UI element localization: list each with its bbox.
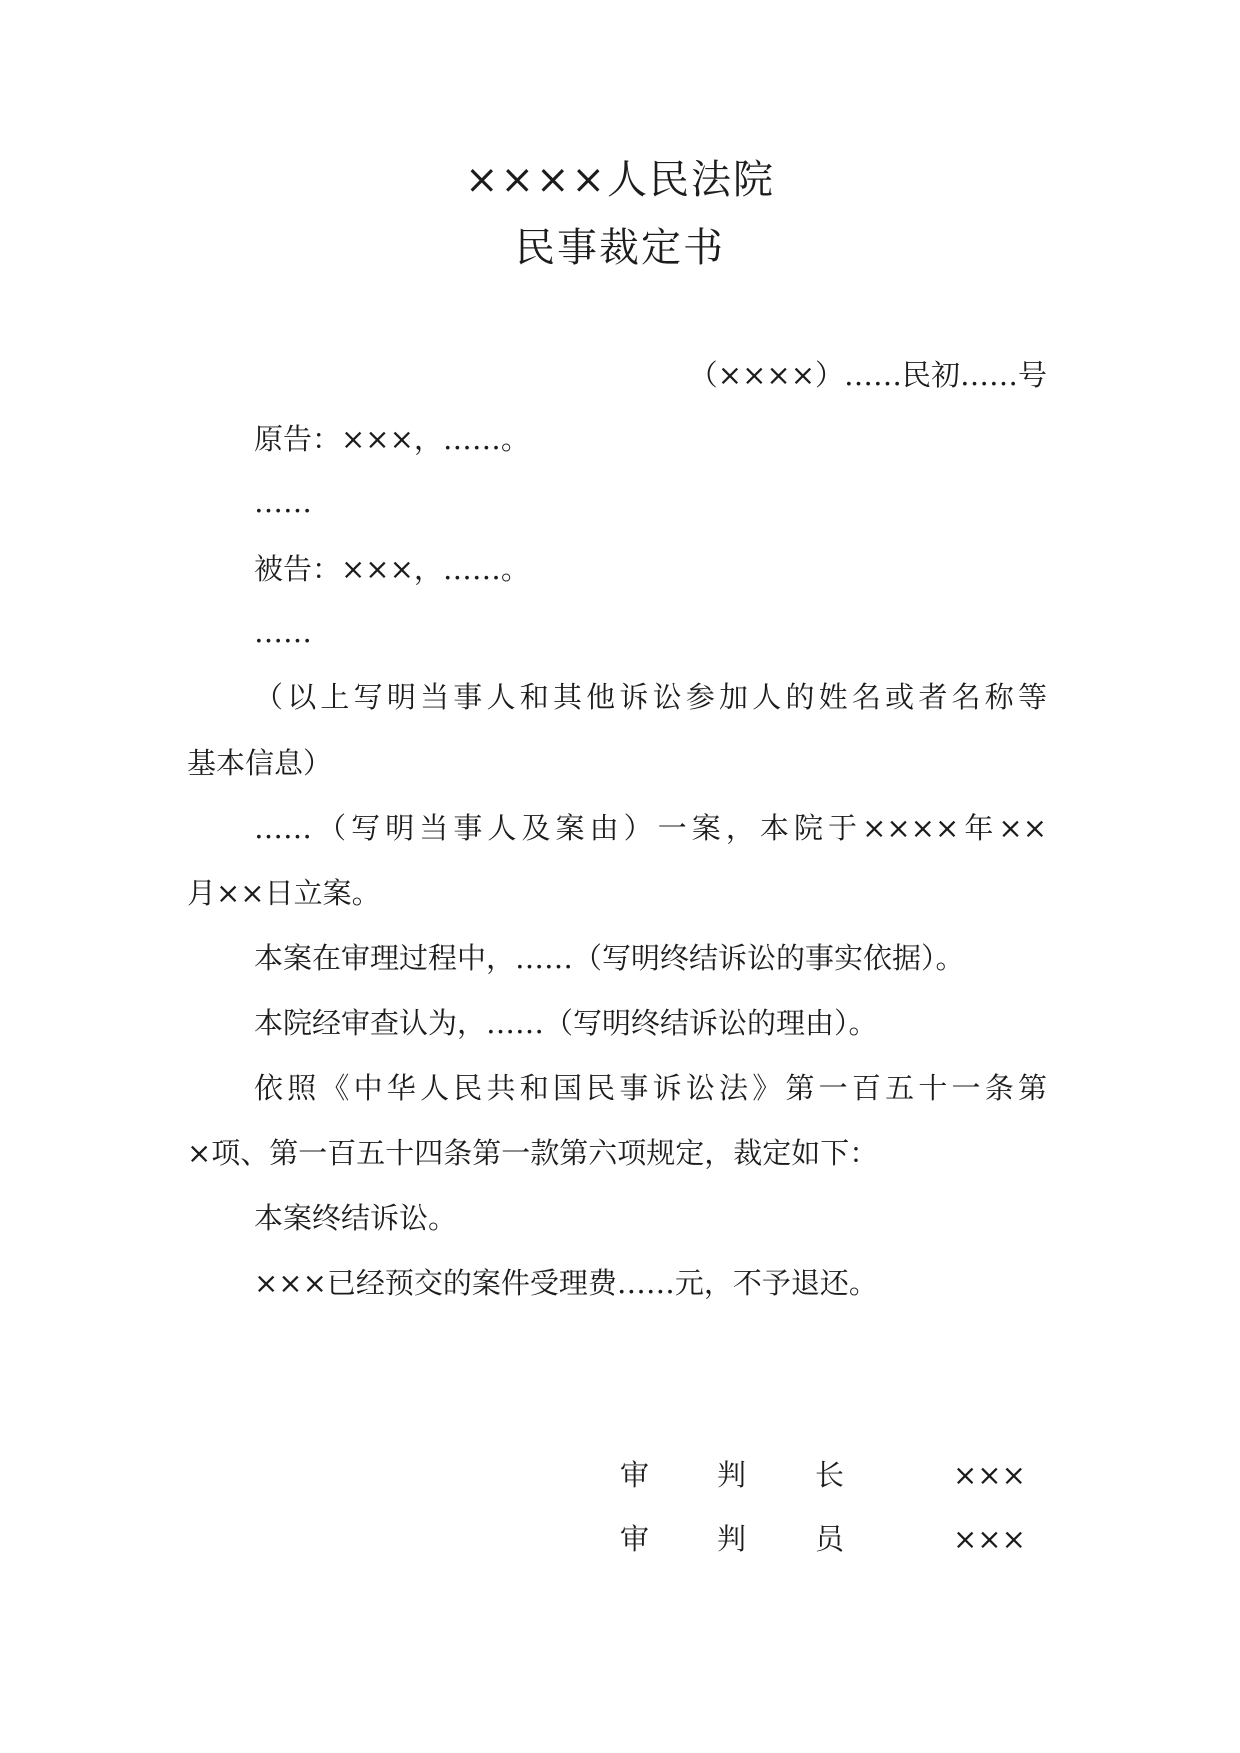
signature-title-char: 判 [717, 1458, 747, 1492]
signature-title-char: 员 [815, 1522, 845, 1556]
plaintiff-ellipsis: …… [254, 485, 312, 519]
defendant-line: 被告：×××，……。 [254, 552, 530, 586]
signature-title-char: 审 [620, 1458, 650, 1492]
note-line-2: 基本信息） [187, 746, 333, 780]
legal-basis-line-1: 依照《中华人民共和国民事诉讼法》第一百五十一条第 [254, 1071, 1047, 1105]
signature-title-char: 长 [815, 1458, 845, 1492]
legal-basis-line-2: ×项、第一百五十四条第一款第六项规定，裁定如下： [187, 1136, 879, 1170]
plaintiff-line: 原告：×××，……。 [254, 422, 530, 456]
document-type: 民事裁定书 [515, 225, 725, 271]
signature-row-presiding-judge [0, 1458, 1240, 1492]
signature-title-char: 判 [717, 1522, 747, 1556]
facts-paragraph: 本案在审理过程中，……（写明终结诉讼的事实依据）。 [254, 941, 965, 975]
defendant-ellipsis: …… [254, 615, 312, 649]
ruling-paragraph: 本案终结诉讼。 [254, 1201, 458, 1235]
court-name: ××××人民法院 [464, 157, 776, 203]
filing-line-1: ……（写明当事人及案由）一案，本院于××××年×× [254, 811, 1047, 845]
signature-title-char: 审 [620, 1522, 650, 1556]
reason-paragraph: 本院经审查认为，……（写明终结诉讼的理由）。 [254, 1006, 878, 1040]
case-number: （××××）……民初……号 [688, 358, 1047, 392]
note-line-1: （以上写明当事人和其他诉讼参加人的姓名或者名称等 [254, 680, 1047, 714]
signature-row-judge [0, 1522, 1240, 1556]
fee-paragraph: ×××已经预交的案件受理费……元，不予退还。 [254, 1266, 878, 1300]
signature-name: ××× [953, 1522, 1026, 1556]
signature-name: ××× [953, 1458, 1026, 1492]
filing-line-2: 月××日立案。 [187, 876, 381, 910]
